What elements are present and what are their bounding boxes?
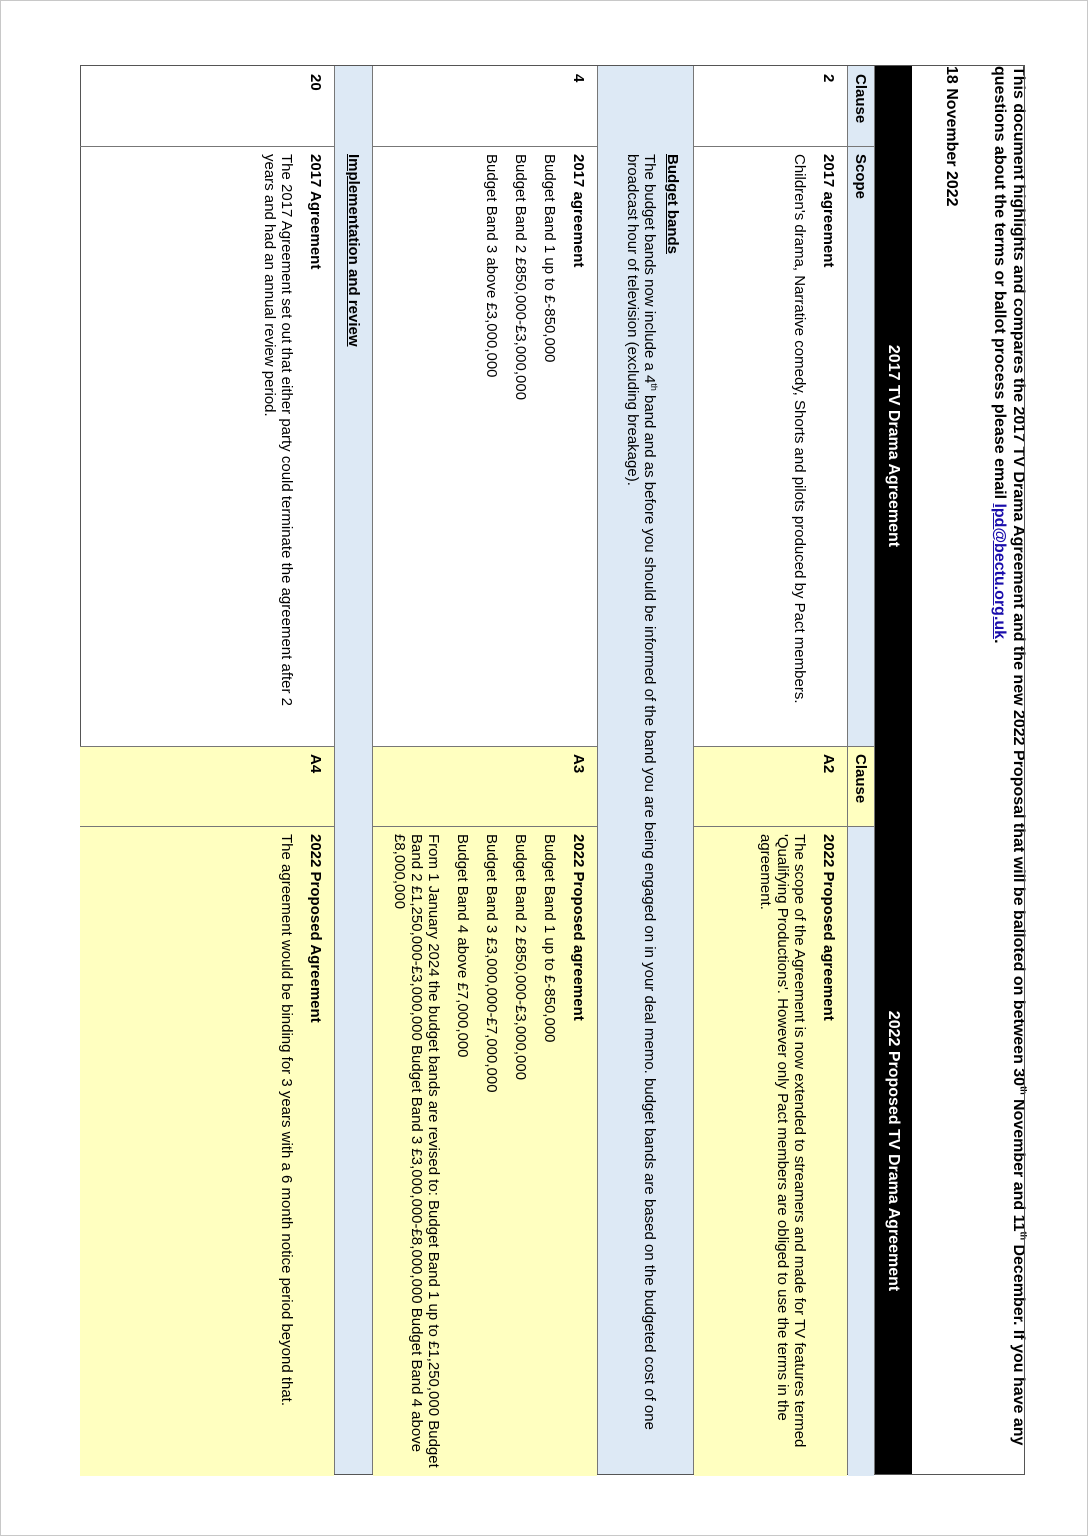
clause-4-number: 4 bbox=[570, 74, 587, 83]
clause-a4-2022-cell bbox=[80, 826, 334, 1476]
intro-sup-1: th bbox=[1018, 1086, 1029, 1095]
divider bbox=[694, 826, 847, 827]
budget-bands-heading: Budget bands bbox=[664, 154, 681, 254]
clause-a3-2022-cell bbox=[373, 826, 597, 1476]
list-item: Budget Band 1 up to £-850,000 bbox=[541, 154, 558, 363]
table-header-row bbox=[874, 66, 912, 1474]
clause-4-2017-cell bbox=[373, 146, 597, 746]
clause-2-number: 2 bbox=[820, 74, 837, 83]
budget-bands-row bbox=[597, 66, 693, 1474]
divider bbox=[80, 746, 334, 747]
list-item: Budget Band 1 up to £-850,000 bbox=[541, 834, 558, 1043]
list-item: From 1 January 2024 the budget bands are revised to: Budget Band 1 up to £1,250,000 Budget Band 2 £1,250,000-£3,000,000 Budget Band 3 £3,000,000-£8,000,000 Budget Band 4 above £8,000,000 bbox=[391, 834, 442, 1468]
intro-sup-2: th bbox=[1018, 1231, 1029, 1241]
divider bbox=[80, 826, 334, 827]
clause-a2-heading: 2022 Proposed agreement bbox=[820, 834, 837, 1021]
clause-a4-text: The agreement would be binding for 3 years with a 6 month notice period beyond that. bbox=[278, 834, 295, 1407]
clause-20-number: 20 bbox=[307, 74, 324, 91]
email-link[interactable]: lpd@bectu.org.uk bbox=[991, 503, 1008, 640]
list-item: Budget Band 3 above £3,000,000 bbox=[483, 154, 500, 378]
clause-4-row bbox=[372, 66, 597, 1474]
list-item: Budget Band 4 above £7,000,000 bbox=[454, 834, 471, 1058]
divider bbox=[373, 146, 597, 147]
divider bbox=[373, 746, 597, 747]
clause-a2-number: A2 bbox=[694, 746, 847, 826]
divider bbox=[848, 746, 874, 747]
clause-20-2017-heading: 2017 Agreement bbox=[307, 154, 324, 270]
clause-20-2017-cell bbox=[80, 146, 334, 746]
divider bbox=[694, 746, 847, 747]
document-date: 18 November 2022 bbox=[943, 66, 960, 207]
clause-label-right: Clause bbox=[848, 746, 874, 826]
budget-bands-cell bbox=[598, 146, 693, 1466]
divider bbox=[80, 146, 334, 147]
divider bbox=[373, 826, 597, 827]
budget-bands-text-1: The budget bands now include a 4 bbox=[641, 154, 658, 384]
intro-text-end: . bbox=[991, 639, 1008, 644]
implementation-row bbox=[334, 66, 372, 1474]
divider bbox=[848, 826, 874, 827]
header-2022-title: 2022 Proposed TV Drama Agreement bbox=[885, 1010, 902, 1292]
divider bbox=[848, 146, 874, 147]
clause-2-2017-heading: 2017 agreement bbox=[820, 154, 837, 268]
clause-2-2017-text: Children's drama, Narrative comedy, Shorts and pilots produced by Pact members. bbox=[791, 154, 808, 704]
scope-label-right-empty bbox=[848, 826, 874, 1476]
divider bbox=[694, 146, 847, 147]
clause-a2-2022-cell bbox=[694, 826, 847, 1476]
clause-label-left: Clause bbox=[848, 66, 874, 146]
implementation-heading: Implementation and review bbox=[345, 154, 362, 347]
clause-a2-text: The scope of the Agreement is now extended to streamers and made for TV features termed 'Qualifying Productions'. However only Pact members are obliged to use the terms in the agreement. bbox=[757, 834, 808, 1448]
intro-text-3: December. If you have any questions about the terms or ballot process please email bbox=[991, 66, 1027, 1446]
list-item: Budget Band 3 £3,000,000-£7,000,000 bbox=[483, 834, 500, 1093]
intro-text-2: November and 11 bbox=[1010, 1094, 1027, 1232]
list-item: Budget Band 2 £850,000-£3,000,000 bbox=[512, 834, 529, 1081]
budget-bands-sup: th bbox=[649, 383, 659, 391]
clause-a4-number: A4 bbox=[80, 746, 334, 826]
clause-a3-heading: 2022 Proposed agreement bbox=[570, 834, 587, 1021]
clause-20-row bbox=[80, 66, 334, 1474]
clause-a3-number: A3 bbox=[373, 746, 597, 826]
intro-text-1: This document highlights and compares the 2017 TV Drama Agreement and the new 2022 Proposal that will be balloted on between 30 bbox=[1010, 66, 1027, 1087]
budget-bands-text bbox=[624, 154, 658, 1458]
header-2017-title: 2017 TV Drama Agreement bbox=[885, 344, 902, 548]
clause-a4-heading: 2022 Proposed Agreement bbox=[307, 834, 324, 1023]
list-item: Budget Band 2 £850,000-£3,000,000 bbox=[512, 154, 529, 401]
scope-label: Scope bbox=[848, 146, 874, 746]
clause-4-2017-heading: 2017 agreement bbox=[570, 154, 587, 268]
comparison-table bbox=[80, 65, 1025, 1475]
clause-20-2017-text: The 2017 Agreement set out that either party could terminate the agreement after 2 years and had an annual review period. bbox=[261, 154, 295, 706]
scope-label-row bbox=[847, 66, 874, 1474]
budget-bands-text-2: band and as before you should be informed of the band you are being engaged on in your deal memo. budget bands are based on the budgeted cost of one broadcast hour of television (excluding breakage). bbox=[624, 154, 658, 1430]
clause-2-2017-cell bbox=[694, 146, 847, 746]
clause-2-row bbox=[693, 66, 847, 1474]
